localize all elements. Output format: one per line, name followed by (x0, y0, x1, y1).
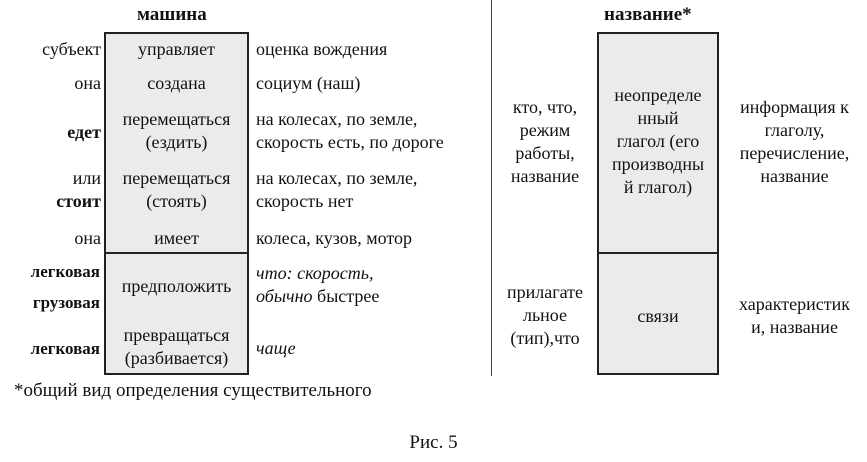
right-upper-center-line5: й глагол) (623, 177, 693, 197)
row3-verb-line1: перемещаться (122, 109, 231, 129)
row3-verb-line2: (ездить) (145, 132, 208, 152)
row2-subject: она (74, 73, 101, 93)
right-diagram-title: название* (604, 4, 692, 25)
right-upper-center-line2: нный (637, 108, 679, 128)
row3-verb (106, 108, 247, 154)
row3-object-line1: на колесах, по земле, (256, 109, 418, 129)
row1-subject: субъект (42, 39, 101, 59)
row3-object-line2: скорость есть, по дороге (256, 132, 444, 152)
right-upper-center (599, 84, 717, 199)
lower-label-3: легковая (30, 339, 100, 358)
row4-object-line1: на колесах, по земле, (256, 168, 418, 188)
right-upper-right-line3: перечисление, (739, 143, 850, 163)
row3-subject: едет (67, 122, 101, 142)
row5-verb: имеет (154, 228, 199, 248)
row3-object (256, 108, 444, 154)
row5-subject: она (74, 228, 101, 248)
lower-note-1-italic: обычно (256, 286, 313, 306)
lower-note-1-line2 (256, 285, 379, 308)
lower-verb-2 (106, 324, 247, 370)
row1-verb: управляет (137, 39, 215, 59)
row1-object: оценка вождения (256, 39, 388, 59)
lower-verb-2-line1: превращаться (123, 325, 230, 345)
right-lower-center: связи (637, 306, 679, 326)
right-upper-center-line3: глагол (его (616, 131, 700, 151)
row4-subject-line2: стоит (56, 191, 101, 211)
row2-verb: создана (147, 73, 206, 93)
right-section-divider (597, 252, 719, 254)
right-lower-right (722, 293, 867, 339)
lower-label-1: легковая (30, 262, 100, 281)
right-lower-right-line2: и, название (751, 317, 838, 337)
row4-object (256, 167, 417, 213)
row4-object-line2: скорость нет (256, 191, 354, 211)
row4-verb (106, 167, 247, 213)
lower-note-1-plain: быстрее (312, 286, 380, 306)
row2-object: социум (наш) (256, 73, 361, 93)
row4-subject (56, 167, 101, 213)
right-upper-left-line3: работы, (515, 143, 575, 163)
right-upper-right-line1: информация к (740, 97, 849, 117)
right-upper-right-line4: название (760, 166, 829, 186)
right-lower-left-line2: льное (522, 305, 568, 325)
lower-note-1 (256, 262, 379, 308)
row4-verb-line2: (стоять) (146, 191, 207, 211)
footnote: *общий вид определения существительного (14, 380, 372, 401)
right-lower-right-line1: характеристик (739, 294, 850, 314)
row4-verb-line1: перемещаться (122, 168, 231, 188)
row4-subject-line1: или (72, 168, 101, 188)
row5-object: колеса, кузов, мотор (256, 228, 412, 248)
lower-verb-2-line2: (разбивается) (124, 348, 229, 368)
right-lower-left-line3: (тип),что (510, 328, 580, 348)
lower-note-2: чаще (256, 338, 296, 358)
right-upper-right-line2: глаголу, (764, 120, 825, 140)
lower-note-1-line1: что: скорость, (256, 263, 374, 283)
right-upper-center-line4: производны (611, 154, 705, 174)
right-upper-left-line4: название (510, 166, 580, 186)
lower-verb-1: предположить (121, 276, 232, 296)
lower-label-2: грузовая (32, 293, 100, 312)
figure-caption: Рис. 5 (409, 432, 458, 453)
right-lower-left (492, 281, 598, 350)
left-section-divider (104, 252, 249, 254)
right-upper-left-line2: режим (519, 120, 571, 140)
left-diagram-title: машина (137, 4, 207, 25)
right-upper-right (722, 96, 867, 188)
right-lower-left-line1: прилагате (507, 282, 583, 302)
right-upper-left-line1: кто, что, (512, 97, 578, 117)
right-upper-left (492, 96, 598, 188)
right-upper-center-line1: неопределе (614, 85, 702, 105)
